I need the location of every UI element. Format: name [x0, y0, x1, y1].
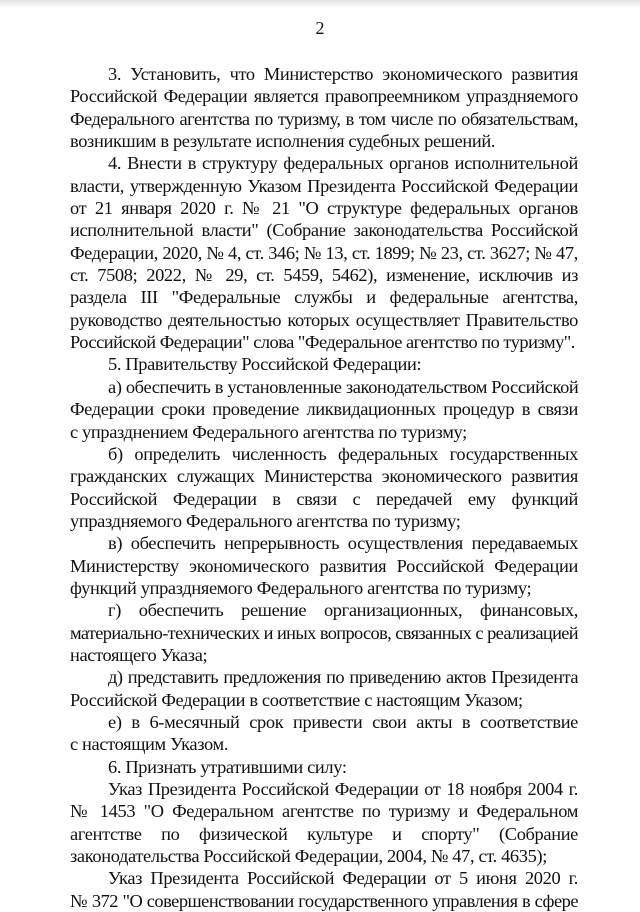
text-line: настоящего Указа;: [70, 644, 208, 665]
text-line: законодательства Российской Федерации, 2004, № 47, ст. 4635);: [70, 846, 548, 867]
text-line: 4. Внести в структуру федеральных органов исполнительной: [108, 153, 578, 174]
text-line: гражданских служащих Министерства экономического развития: [70, 466, 578, 487]
text-line: агентстве по физической культуре и спорту" (Собрание: [70, 823, 578, 844]
text-line: а) обеспечить в установленные законодательством Российской: [108, 376, 579, 397]
text-line: 3. Установить, что Министерство экономического развития: [108, 64, 578, 84]
text-line: е) в 6-месячный срок привести свои акты в соответствие: [108, 711, 578, 732]
text-line: руководство деятельностью которых осуществляет Правительство: [70, 309, 578, 330]
text-line: Указ Президента Российской Федерации от 5 июня 2020 г.: [108, 868, 578, 889]
text-line: б) определить численность федеральных государственных: [108, 443, 578, 464]
text-line: функций упраздняемого Федерального агентства по туризму;: [70, 577, 532, 598]
text-line: раздела III "Федеральные службы и федеральные агентства,: [70, 287, 578, 308]
text-line: ст. 7508; 2022, № 29, ст. 5459, 5462), изменение, исключив из: [70, 265, 578, 286]
text-line: № 372 "О совершенствовании государственного управления в сфере: [70, 890, 578, 911]
text-line: 5. Правительству Российской Федерации:: [108, 354, 422, 375]
text-line: с упразднением Федерального агентства по туризму;: [70, 421, 467, 442]
text-line: материально-технических и иных вопросов, связанных с реализацией: [70, 622, 578, 643]
text-line: Указ Президента Российской Федерации от 18 ноября 2004 г.: [108, 779, 578, 799]
text-line: Федерального агентства по туризму, в том числе по обязательствам,: [70, 108, 578, 129]
text-line: 6. Признать утратившими силу:: [108, 756, 347, 777]
text-line: исполнительной власти" (Собрание законодательства Российской: [70, 220, 578, 241]
text-line: упраздняемого Федерального агентства по туризму;: [70, 510, 461, 531]
text-line: г) обеспечить решение организационных, финансовых,: [108, 600, 578, 621]
text-line: от 21 января 2020 г. № 21 "О структуре федеральных органов: [70, 198, 578, 219]
text-line: Российской Федерации в связи с передачей ему функций: [70, 488, 578, 509]
text-line: в) обеспечить непрерывность осуществления передаваемых: [108, 533, 578, 554]
text-line: № 1453 "О Федеральном агентстве по туризму и Федеральном: [70, 801, 578, 822]
text-line: Министерству экономического развития Российской Федерации: [70, 555, 578, 576]
text-line: Федерации сроки проведение ликвидационных процедур в связи: [70, 399, 578, 420]
text-line: Федерации, 2020, № 4, ст. 346; № 13, ст. 1899; № 23, ст. 3627; № 47,: [70, 242, 578, 263]
text-line: д) представить предложения по приведению актов Президента: [108, 667, 578, 688]
text-line: Российской Федерации" слова "Федеральное агентство по туризму".: [70, 332, 575, 353]
text-line: с настоящим Указом.: [70, 734, 229, 755]
text-line: Российской Федерации является правопреемником упраздняемого: [70, 86, 578, 107]
text-line: Российской Федерации в соответствие с настоящим Указом;: [70, 689, 523, 710]
document-body: [70, 63, 578, 912]
scan-top-shadow: [0, 0, 640, 8]
text-line: власти, утвержденную Указом Президента Российской Федерации: [70, 175, 578, 196]
text-line: возникшим в результате исполнения судебных решений.: [70, 131, 496, 152]
page-number: 2: [315, 18, 325, 38]
